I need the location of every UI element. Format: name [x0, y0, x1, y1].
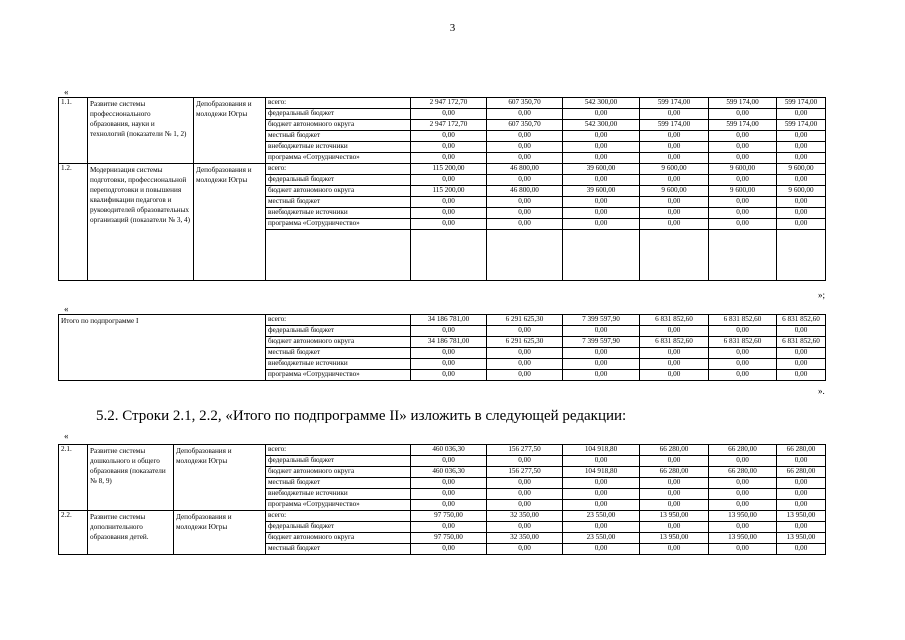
funding-source: федеральный бюджет: [266, 175, 411, 186]
amount-cell: 0,00: [563, 489, 640, 500]
amount-cell: 34 186 781,00: [411, 337, 487, 348]
amount-cell: 0,00: [709, 109, 777, 120]
amount-cell: 599 174,00: [640, 120, 709, 131]
amount-cell: 0,00: [709, 197, 777, 208]
responsible-executor: Депобразования и молодежи Югры: [174, 445, 266, 511]
quote-close-2: ».: [818, 386, 825, 396]
funding-source: всего:: [266, 164, 411, 175]
amount-cell: 0,00: [640, 131, 709, 142]
amount-cell: 0,00: [709, 500, 777, 511]
amount-cell: 0,00: [777, 500, 826, 511]
amount-cell: 46 800,00: [487, 164, 563, 175]
amount-cell: 0,00: [709, 522, 777, 533]
amount-cell: 0,00: [640, 478, 709, 489]
amount-cell: 0,00: [411, 478, 487, 489]
amount-cell: 0,00: [640, 153, 709, 164]
amount-cell: 0,00: [411, 131, 487, 142]
amount-cell: 607 350,70: [487, 98, 563, 109]
funding-source: местный бюджет: [266, 348, 411, 359]
amount-cell: 6 831 852,60: [640, 337, 709, 348]
amount-cell: 0,00: [487, 109, 563, 120]
amount-cell: 0,00: [411, 208, 487, 219]
amount-cell: 0,00: [777, 544, 826, 555]
amount-cell: 13 950,00: [709, 533, 777, 544]
amount-cell: 0,00: [640, 219, 709, 230]
amount-cell: 6 831 852,60: [640, 315, 709, 326]
amount-cell: 0,00: [411, 522, 487, 533]
funding-source: федеральный бюджет: [266, 109, 411, 120]
amount-cell: 115 200,00: [411, 186, 487, 197]
amount-cell: 0,00: [640, 109, 709, 120]
total-label: Итого по подпрограмме I: [59, 315, 266, 381]
amount-cell: 9 600,00: [640, 164, 709, 175]
row-number: 1.2.: [59, 164, 88, 281]
funding-source: местный бюджет: [266, 478, 411, 489]
amount-cell: 0,00: [640, 142, 709, 153]
amount-cell: 46 800,00: [487, 186, 563, 197]
amount-cell: 13 950,00: [640, 533, 709, 544]
funding-source: всего:: [266, 315, 411, 326]
funding-source: внебюджетные источники: [266, 208, 411, 219]
amount-cell: 0,00: [709, 175, 777, 186]
amount-cell: 0,00: [777, 456, 826, 467]
funding-source: всего:: [266, 511, 411, 522]
table-row: [59, 445, 826, 456]
amount-cell: 6 831 852,60: [709, 337, 777, 348]
amount-cell: 156 277,50: [487, 467, 563, 478]
empty-cell: [709, 230, 777, 281]
amount-cell: 0,00: [487, 478, 563, 489]
amount-cell: 0,00: [411, 456, 487, 467]
amount-cell: 0,00: [777, 142, 826, 153]
funding-source: внебюджетные источники: [266, 359, 411, 370]
budget-table-subprogram-1: [58, 97, 826, 281]
funding-source: программа «Сотрудничество»: [266, 153, 411, 164]
amount-cell: 0,00: [411, 359, 487, 370]
amount-cell: 0,00: [487, 175, 563, 186]
amount-cell: 0,00: [640, 175, 709, 186]
funding-source: местный бюджет: [266, 197, 411, 208]
funding-source: всего:: [266, 98, 411, 109]
amount-cell: 0,00: [777, 153, 826, 164]
amount-cell: 0,00: [487, 208, 563, 219]
amount-cell: 97 750,00: [411, 533, 487, 544]
amount-cell: 599 174,00: [709, 98, 777, 109]
amount-cell: 0,00: [640, 522, 709, 533]
amount-cell: 32 350,00: [487, 533, 563, 544]
amount-cell: 0,00: [487, 348, 563, 359]
amount-cell: 0,00: [411, 544, 487, 555]
empty-cell: [487, 230, 563, 281]
amount-cell: 0,00: [487, 131, 563, 142]
amount-cell: 9 600,00: [777, 186, 826, 197]
funding-source: федеральный бюджет: [266, 326, 411, 337]
amount-cell: 104 918,80: [563, 445, 640, 456]
amount-cell: 9 600,00: [709, 186, 777, 197]
amount-cell: 0,00: [563, 478, 640, 489]
amount-cell: 13 950,00: [777, 511, 826, 522]
amount-cell: 0,00: [411, 348, 487, 359]
amount-cell: 0,00: [411, 326, 487, 337]
row-number: 2.1.: [59, 445, 88, 511]
amount-cell: 6 831 852,60: [777, 337, 826, 348]
responsible-executor: Депобразования и молодежи Югры: [194, 164, 266, 281]
amount-cell: 607 350,70: [487, 120, 563, 131]
amount-cell: 0,00: [777, 326, 826, 337]
funding-source: местный бюджет: [266, 544, 411, 555]
amount-cell: 7 399 597,90: [563, 315, 640, 326]
table-row: [59, 315, 826, 326]
measure-name: Развитие системы дополнительного образования детей.: [88, 511, 174, 555]
amount-cell: 0,00: [640, 456, 709, 467]
page-number: 3: [449, 22, 456, 34]
budget-table-subprogram-2: [58, 444, 826, 555]
amount-cell: 0,00: [487, 370, 563, 381]
empty-cell: [411, 230, 487, 281]
amount-cell: 0,00: [411, 175, 487, 186]
amount-cell: 0,00: [563, 153, 640, 164]
empty-cell: [777, 230, 826, 281]
amount-cell: 13 950,00: [777, 533, 826, 544]
amount-cell: 2 947 172,70: [411, 120, 487, 131]
amount-cell: 0,00: [777, 197, 826, 208]
amount-cell: 542 300,00: [563, 120, 640, 131]
amount-cell: 0,00: [563, 500, 640, 511]
amount-cell: 0,00: [777, 359, 826, 370]
quote-open-1: «: [64, 87, 69, 97]
amount-cell: 599 174,00: [709, 120, 777, 131]
amount-cell: 0,00: [563, 326, 640, 337]
amount-cell: 23 550,00: [563, 511, 640, 522]
amount-cell: 0,00: [411, 197, 487, 208]
empty-cell: [563, 230, 640, 281]
amount-cell: 0,00: [411, 219, 487, 230]
amount-cell: 0,00: [777, 348, 826, 359]
empty-cell: [640, 230, 709, 281]
amount-cell: 0,00: [487, 522, 563, 533]
responsible-executor: Депобразования и молодежи Югры: [194, 98, 266, 164]
funding-source: федеральный бюджет: [266, 522, 411, 533]
amount-cell: 0,00: [709, 489, 777, 500]
amount-cell: 0,00: [411, 153, 487, 164]
funding-source: программа «Сотрудничество»: [266, 219, 411, 230]
amount-cell: 0,00: [563, 522, 640, 533]
amount-cell: 0,00: [640, 208, 709, 219]
amount-cell: 460 036,30: [411, 467, 487, 478]
amount-cell: 97 750,00: [411, 511, 487, 522]
amount-cell: 0,00: [709, 348, 777, 359]
amount-cell: 0,00: [487, 326, 563, 337]
amount-cell: 0,00: [487, 142, 563, 153]
table-row: [59, 164, 826, 175]
amount-cell: 0,00: [777, 478, 826, 489]
amount-cell: 0,00: [777, 522, 826, 533]
amount-cell: 0,00: [411, 142, 487, 153]
amount-cell: 0,00: [640, 359, 709, 370]
total-table-subprogram-1: [58, 314, 826, 381]
amount-cell: 0,00: [640, 370, 709, 381]
funding-source: федеральный бюджет: [266, 456, 411, 467]
amount-cell: 0,00: [640, 197, 709, 208]
quote-open-2: «: [64, 304, 69, 314]
amount-cell: 0,00: [709, 131, 777, 142]
amount-cell: 0,00: [563, 219, 640, 230]
funding-source: внебюджетные источники: [266, 142, 411, 153]
amount-cell: 0,00: [563, 370, 640, 381]
section-heading: 5.2. Строки 2.1, 2.2, «Итого по подпрограмме II» изложить в следующей редакции:: [96, 408, 627, 424]
amount-cell: 0,00: [777, 175, 826, 186]
amount-cell: 0,00: [640, 544, 709, 555]
amount-cell: 0,00: [487, 456, 563, 467]
amount-cell: 0,00: [487, 197, 563, 208]
table-row: [59, 98, 826, 109]
amount-cell: 0,00: [563, 456, 640, 467]
measure-name: Развитие системы дошкольного и общего образования (показатели № 8, 9): [88, 445, 174, 511]
amount-cell: 542 300,00: [563, 98, 640, 109]
funding-source: бюджет автономного округа: [266, 533, 411, 544]
amount-cell: 66 280,00: [640, 467, 709, 478]
amount-cell: 0,00: [563, 544, 640, 555]
amount-cell: 2 947 172,70: [411, 98, 487, 109]
row-number: 1.1.: [59, 98, 88, 164]
amount-cell: 0,00: [563, 197, 640, 208]
amount-cell: 0,00: [777, 131, 826, 142]
funding-source: бюджет автономного округа: [266, 120, 411, 131]
amount-cell: 599 174,00: [777, 120, 826, 131]
amount-cell: 0,00: [709, 153, 777, 164]
measure-name: Модернизация системы подготовки, профессиональной переподготовки и повышения квалификации педагогов и руководителей образовательных организаций (показатели № 3, 4): [88, 164, 194, 281]
amount-cell: 66 280,00: [709, 467, 777, 478]
amount-cell: 0,00: [709, 456, 777, 467]
amount-cell: 0,00: [709, 219, 777, 230]
amount-cell: 6 291 625,30: [487, 337, 563, 348]
amount-cell: 0,00: [563, 109, 640, 120]
amount-cell: 13 950,00: [709, 511, 777, 522]
amount-cell: 0,00: [709, 142, 777, 153]
amount-cell: 0,00: [709, 208, 777, 219]
amount-cell: 0,00: [411, 500, 487, 511]
amount-cell: 0,00: [563, 359, 640, 370]
amount-cell: 0,00: [777, 489, 826, 500]
amount-cell: 66 280,00: [777, 467, 826, 478]
table-row: [59, 511, 826, 522]
amount-cell: 0,00: [563, 348, 640, 359]
amount-cell: 9 600,00: [777, 164, 826, 175]
amount-cell: 0,00: [411, 489, 487, 500]
amount-cell: 0,00: [640, 489, 709, 500]
amount-cell: 0,00: [640, 500, 709, 511]
amount-cell: 0,00: [411, 109, 487, 120]
amount-cell: 0,00: [709, 359, 777, 370]
amount-cell: 6 831 852,60: [777, 315, 826, 326]
amount-cell: 6 291 625,30: [487, 315, 563, 326]
amount-cell: 32 350,00: [487, 511, 563, 522]
row-number: 2.2.: [59, 511, 88, 555]
amount-cell: 599 174,00: [640, 98, 709, 109]
amount-cell: 0,00: [640, 348, 709, 359]
amount-cell: 34 186 781,00: [411, 315, 487, 326]
amount-cell: 66 280,00: [640, 445, 709, 456]
amount-cell: 6 831 852,60: [709, 315, 777, 326]
amount-cell: 9 600,00: [640, 186, 709, 197]
amount-cell: 0,00: [487, 153, 563, 164]
quote-close-1: »;: [818, 290, 826, 300]
amount-cell: 156 277,50: [487, 445, 563, 456]
funding-source: внебюджетные источники: [266, 489, 411, 500]
quote-open-3: «: [64, 431, 69, 441]
amount-cell: 7 399 597,90: [563, 337, 640, 348]
amount-cell: 0,00: [487, 500, 563, 511]
amount-cell: 66 280,00: [709, 445, 777, 456]
amount-cell: 599 174,00: [777, 98, 826, 109]
amount-cell: 0,00: [487, 359, 563, 370]
amount-cell: 104 918,80: [563, 467, 640, 478]
amount-cell: 0,00: [640, 326, 709, 337]
amount-cell: 0,00: [709, 370, 777, 381]
amount-cell: 0,00: [777, 109, 826, 120]
empty-cell: [266, 230, 411, 281]
amount-cell: 0,00: [777, 219, 826, 230]
amount-cell: 0,00: [709, 544, 777, 555]
funding-source: местный бюджет: [266, 131, 411, 142]
amount-cell: 460 036,30: [411, 445, 487, 456]
amount-cell: 9 600,00: [709, 164, 777, 175]
amount-cell: 0,00: [563, 131, 640, 142]
amount-cell: 0,00: [777, 370, 826, 381]
amount-cell: 0,00: [563, 208, 640, 219]
responsible-executor: Депобразования и молодежи Югры: [174, 511, 266, 555]
amount-cell: 115 200,00: [411, 164, 487, 175]
amount-cell: 23 550,00: [563, 533, 640, 544]
amount-cell: 0,00: [563, 175, 640, 186]
amount-cell: 0,00: [487, 219, 563, 230]
funding-source: всего:: [266, 445, 411, 456]
amount-cell: 0,00: [487, 544, 563, 555]
amount-cell: 39 600,00: [563, 164, 640, 175]
funding-source: бюджет автономного округа: [266, 337, 411, 348]
amount-cell: 0,00: [777, 208, 826, 219]
funding-source: бюджет автономного округа: [266, 186, 411, 197]
amount-cell: 13 950,00: [640, 511, 709, 522]
amount-cell: 66 280,00: [777, 445, 826, 456]
amount-cell: 0,00: [709, 478, 777, 489]
funding-source: программа «Сотрудничество»: [266, 370, 411, 381]
measure-name: Развитие системы профессионального образования, науки и технологий (показатели № 1, 2): [88, 98, 194, 164]
amount-cell: 0,00: [709, 326, 777, 337]
amount-cell: 0,00: [487, 489, 563, 500]
funding-source: бюджет автономного округа: [266, 467, 411, 478]
amount-cell: 0,00: [411, 370, 487, 381]
funding-source: программа «Сотрудничество»: [266, 500, 411, 511]
amount-cell: 0,00: [563, 142, 640, 153]
amount-cell: 39 600,00: [563, 186, 640, 197]
